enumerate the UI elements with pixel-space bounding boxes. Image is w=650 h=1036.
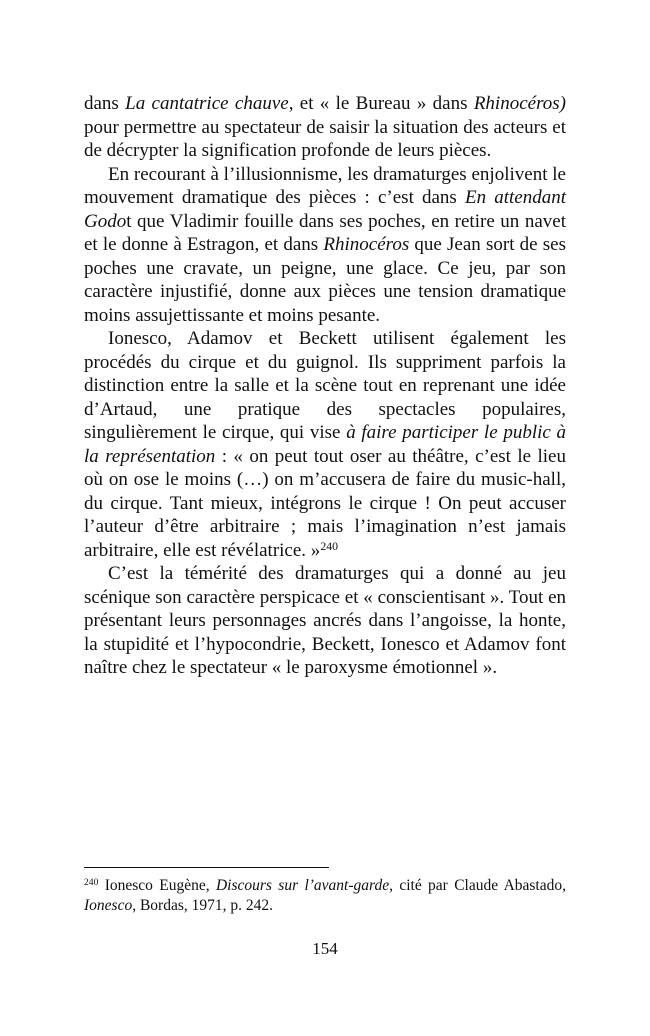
page-number: 154 [312, 939, 338, 958]
paragraph-1-text-1: dans [84, 93, 126, 114]
paragraph-2-text-3: que Jean sort de ses poches une cravate, un peigne, une glace. Ce jeu, par son caractère injustifié, donne aux pièces une tension dramatique moins assujettissante et moins pesante. [84, 234, 566, 326]
title-rhinoceros-2: Rhinocéros [323, 234, 410, 255]
footnote-240 [84, 876, 566, 915]
paragraph-3-text-2: : « on peut tout oser au théâtre, c’est le lieu où on ose le moins (…) on m’accusera de faire du music-hall, du cirque. Tant mieux, intégrons le cirque ! On peut accuser l’auteur d’être arbitraire ; mais l’imagination n’est jamais arbitraire, elle est révélatrice. » [84, 445, 566, 561]
paragraph-3-text-1: Ionesco, Adamov et Beckett utilisent également les procédés du cirque et du guignol. Ils suppriment parfois la distinction entre la salle et la scène tout en reprenant une idée d’Artaud, une pratique des spectacles populaires, singulièrement le cirque, qui vise [84, 328, 566, 443]
paragraph-2 [84, 163, 566, 328]
paragraph-3 [84, 327, 566, 562]
title-rhinoceros: Rhinocéros) [473, 93, 566, 114]
paragraph-4-text-1: C’est la témérité des dramaturges qui a donné au jeu scénique son caractère perspicace et « conscientisant ». Tout en présentant leurs personnages ancrés dans l’angoisse, la honte, la stupidité et l’hypocondrie, Beckett, Ionesco et Adamov font naître chez le spectateur « le paroxysme émotionnel ». [84, 563, 566, 678]
paragraph-1-text-2: , et « le Bureau » dans [288, 93, 474, 114]
footnote-text-1: Ionesco Eugène, [98, 877, 216, 894]
footnote-text-2: , cité par Claude Abastado, [389, 877, 566, 894]
footnote-title-discours: Discours sur l’avant-garde [215, 877, 390, 894]
paragraph-1 [84, 92, 566, 163]
footnote-text-3: , Bordas, 1971, p. 242. [132, 896, 273, 914]
footnote-number: 240 [84, 877, 99, 888]
paragraph-1-text-3: pour permettre au spectateur de saisir la situation des acteurs et de décrypter la signification profonde de leurs pièces. [84, 116, 566, 161]
title-en-attendant-godot: En attendant Godo [84, 187, 566, 232]
body-text [84, 92, 566, 680]
footnote-separator [84, 867, 329, 868]
title-la-cantatrice-chauve: La cantatrice chauve [125, 93, 289, 114]
emphasis-faire-participer: à faire participer le public à la représentation [84, 422, 567, 467]
paragraph-2-text-1: En recourant à l’illusionnisme, les dramaturges enjolivent le mouvement dramatique des pièces : c’est dans [84, 163, 566, 208]
footnote [84, 876, 566, 915]
footnote-title-ionesco: Ionesco [84, 896, 133, 914]
paragraph-4 [84, 562, 566, 680]
footnote-reference[interactable]: 240 [320, 539, 338, 553]
paragraph-2-text-2: t que Vladimir fouille dans ses poches, en retire un navet et le donne à Estragon, et dans [84, 210, 566, 255]
